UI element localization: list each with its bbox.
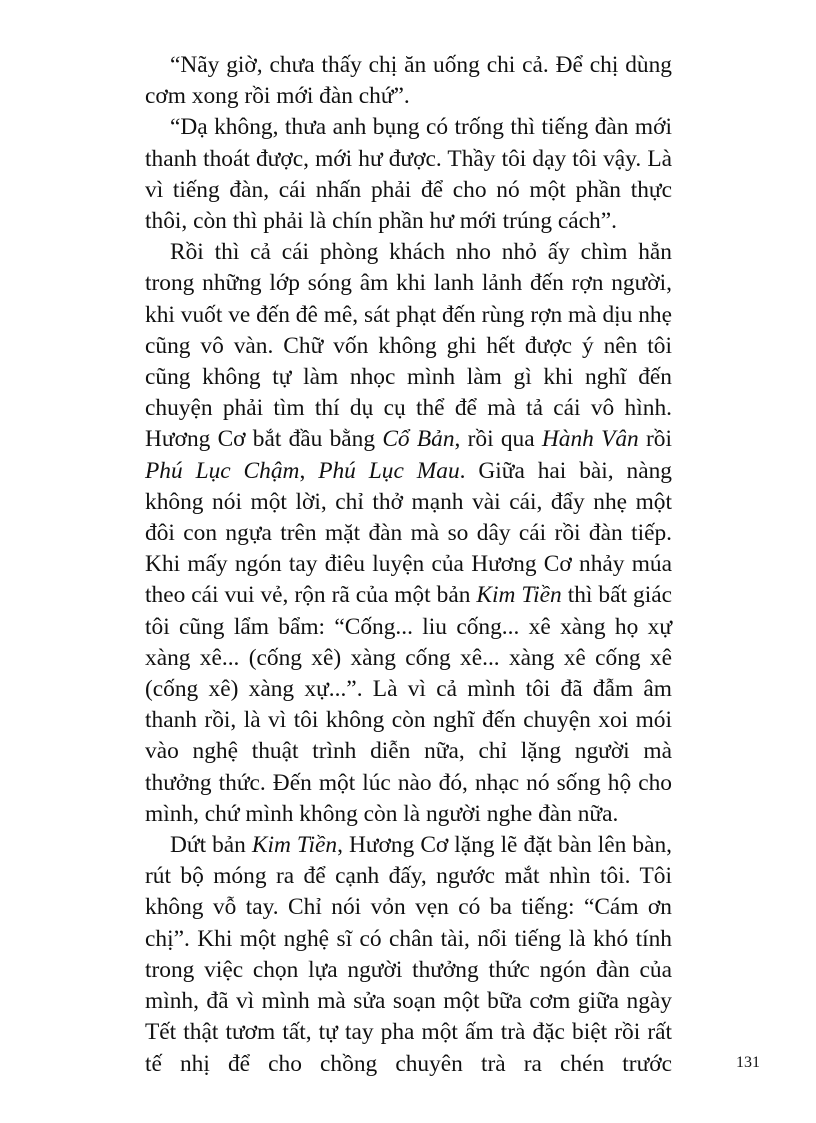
body-text	[145, 50, 672, 1080]
italic-title-text: Kim Tiền	[476, 582, 562, 609]
paragraph-2	[145, 112, 672, 237]
italic-title-text: Hành Vân	[541, 426, 639, 453]
text-run: , Hương Cơ lặng lẽ đặt bàn lên bàn, rút bộ móng ra để cạnh đấy, ngước mắt nhìn tôi. Tôi không vỗ tay. Chỉ nói vỏn vẹn có ba tiếng: “Cám ơn chị”. Khi một nghệ sĩ có chân tài, nổi tiếng là khó tính trong việc chọn lựa người thưởng thức ngón đàn của mình, đã vì mình mà sửa soạn một bữa cơm giữa ngày Tết thật tươm tất, tự tay pha một ấm trà đặc biệt rồi rất tế nhị để cho chồng chuyên trà ra chén trước	[145, 832, 672, 1077]
text-run: . Giữa hai bài, nàng không nói một lời, chỉ thở mạnh vài cái, đẩy nhẹ một đôi con ngựa trên mặt đàn mà so dây cái rồi đàn tiếp. Khi mấy ngón tay điêu luyện của Hương Cơ nhảy múa theo cái vui vẻ, rộn rã của một bản	[145, 457, 672, 609]
text-run: ,	[299, 457, 319, 484]
text-run: , rồi qua	[454, 426, 542, 453]
text-run: “Dạ không, thưa anh bụng có trống thì tiếng đàn mới thanh thoát được, mới hư được. Thầy tôi dạy tôi vậy. Là vì tiếng đàn, cái nhấn phải để cho nó một phần thực thôi, còn thì phải là chín phần hư mới trúng cách”.	[145, 114, 672, 235]
text-run: Dứt bản	[170, 832, 252, 859]
italic-title-text: Kim Tiền	[251, 832, 338, 859]
text-run: “Nãy giờ, chưa thấy chị ăn uống chi cả. Để chị dùng cơm xong rồi mới đàn chứ”.	[145, 52, 672, 110]
paragraph-1	[145, 50, 672, 112]
paragraph-4	[145, 830, 672, 1080]
italic-title-text: Phú Lục Mau	[318, 457, 460, 484]
page-number: 131	[736, 1054, 760, 1071]
text-run: rồi	[638, 426, 672, 453]
text-run: thì bất giác tôi cũng lẩm bẩm: “Cống... liu cống... xê xàng họ xự xàng xê... (cống xê) xàng cống xê... xàng xê cống xê (cống xê) xàng xự...”. Là vì cả mình tôi đã đẫm âm thanh rồi, là vì tôi không còn nghĩ đến chuyện xoi mói vào nghệ thuật trình diễn nữa, chỉ lặng người mà thưởng thức. Đến một lúc nào đó, nhạc nó sống hộ cho mình, chứ mình không còn là người nghe đàn nữa.	[145, 582, 672, 827]
italic-title-text: Cổ Bản	[382, 426, 455, 453]
paragraph-3	[145, 237, 672, 830]
italic-title-text: Phú Lục Chậm	[145, 457, 300, 484]
text-run: Rồi thì cả cái phòng khách nho nhỏ ấy chìm hẳn trong những lớp sóng âm khi lanh lảnh đến rợn người, khi vuốt ve đến đê mê, sát phạt đến rùng rợn mà dịu nhẹ cũng vô vàn. Chữ vốn không ghi hết được ý nên tôi cũng không tự làm nhọc mình làm gì khi nghĩ đến chuyện phải tìm thí dụ cụ thể để mà tả cái vô hình. Hương Cơ bắt đầu bằng	[145, 239, 672, 453]
